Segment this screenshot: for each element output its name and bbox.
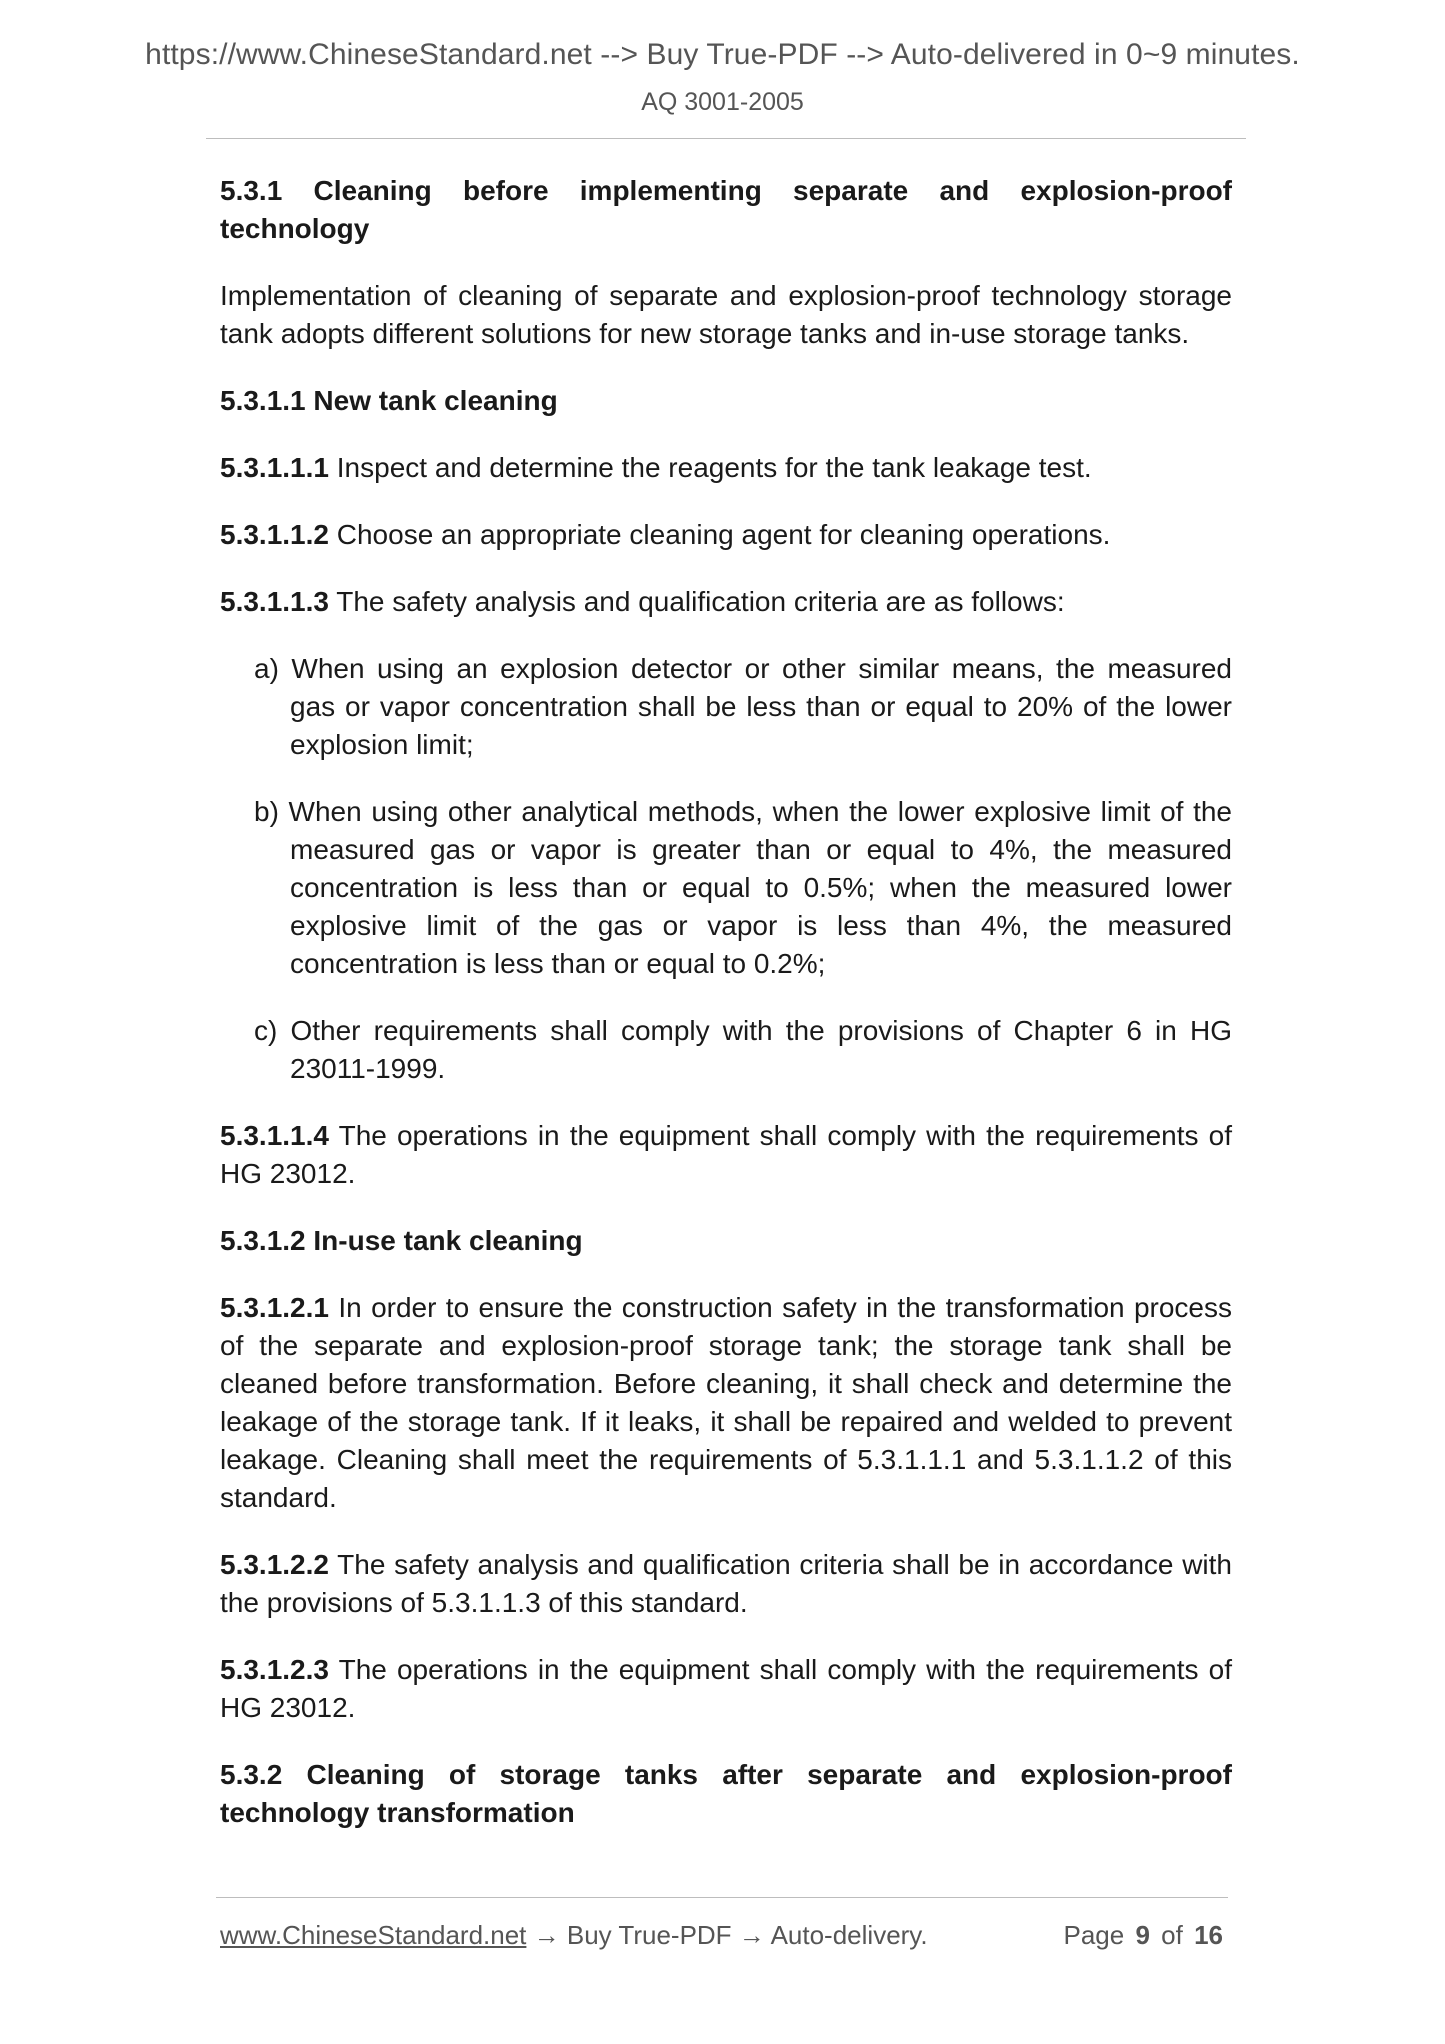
clause-text: The operations in the equipment shall comply with the requirements of HG 23012.: [220, 1120, 1232, 1189]
clause-number: 5.3.1.1.2: [220, 519, 329, 550]
page-indicator: [1063, 1920, 1223, 1951]
clause-5-3-1-1-4: [220, 1117, 1232, 1193]
section-heading-5-3-1-2: 5.3.1.2 In-use tank cleaning: [220, 1225, 583, 1256]
of-label: of: [1161, 1920, 1183, 1950]
section-heading-5-3-1-1: 5.3.1.1 New tank cleaning: [220, 385, 558, 416]
list-item-b: b) When using other analytical methods, when the lower explosive limit of the measured gas or vapor is greater than or equal to 4%, the measured concentration is less than or equal to 0.5%; when the measured lower explosive limit of the gas or vapor is less than 4%, the measured concentration is less than or equal to 0.2%;: [254, 796, 1232, 979]
clause-text: Inspect and determine the reagents for the tank leakage test.: [328, 452, 1092, 483]
clause-number: 5.3.1.2.3: [220, 1654, 329, 1685]
clause-text: The operations in the equipment shall comply with the requirements of HG 23012.: [220, 1654, 1232, 1723]
clause-5-3-1-1-3: [220, 583, 1232, 621]
clause-5-3-1-2-2: [220, 1546, 1232, 1622]
document-body: [220, 172, 1232, 1861]
page-label: Page: [1063, 1920, 1125, 1950]
clause-number: 5.3.1.2.2: [220, 1549, 329, 1580]
clause-5-3-1-2-3: [220, 1651, 1232, 1727]
section-heading-5-3-2: 5.3.2 Cleaning of storage tanks after separate and explosion-proof technology transformation: [220, 1759, 1232, 1828]
clause-text: Choose an appropriate cleaning agent for cleaning operations.: [328, 519, 1111, 550]
clause-text: The safety analysis and qualification criteria are as follows:: [328, 586, 1065, 617]
clause-5-3-1-1-1: [220, 449, 1232, 487]
clause-5-3-1-1-2: [220, 516, 1232, 554]
clause-number: 5.3.1.1.4: [220, 1120, 329, 1151]
header-divider: [206, 138, 1246, 139]
clause-text: The safety analysis and qualification criteria shall be in accordance with the provisions of 5.3.1.1.3 of this standard.: [220, 1549, 1232, 1618]
footer-tail-text: → Buy True-PDF → Auto-delivery.: [526, 1920, 928, 1950]
clause-number: 5.3.1.2.1: [220, 1292, 329, 1323]
header-url-line: https://www.ChineseStandard.net --> Buy True-PDF --> Auto-delivered in 0~9 minutes.: [145, 38, 1300, 71]
footer-site-link[interactable]: www.ChineseStandard.net: [220, 1920, 527, 1950]
clause-5-3-1-2-1: [220, 1289, 1232, 1517]
list-item-a: a) When using an explosion detector or other similar means, the measured gas or vapor concentration shall be less than or equal to 20% of the lower explosion limit;: [254, 653, 1232, 760]
footer-promo: [220, 1920, 928, 1951]
paragraph-intro: Implementation of cleaning of separate and explosion-proof technology storage tank adopts different solutions for new storage tanks and in-use storage tanks.: [220, 280, 1232, 349]
section-heading-5-3-1: 5.3.1 Cleaning before implementing separate and explosion-proof technology: [220, 175, 1232, 244]
clause-number: 5.3.1.1.1: [220, 452, 329, 483]
clause-text: In order to ensure the construction safety in the transformation process of the separate and explosion-proof storage tank; the storage tank shall be cleaned before transformation. Before cleaning, it shall check and determine the leakage of the storage tank. If it leaks, it shall be repaired and welded to prevent leakage. Cleaning shall meet the requirements of 5.3.1.1.1 and 5.3.1.1.2 of this standard.: [220, 1292, 1232, 1513]
standard-code: AQ 3001-2005: [641, 88, 804, 116]
clause-number: 5.3.1.1.3: [220, 586, 329, 617]
footer-divider: [216, 1897, 1228, 1898]
list-item-c: c) Other requirements shall comply with the provisions of Chapter 6 in HG 23011-1999.: [254, 1015, 1232, 1084]
page-number: 9: [1135, 1920, 1150, 1950]
page-total: 16: [1194, 1920, 1223, 1950]
